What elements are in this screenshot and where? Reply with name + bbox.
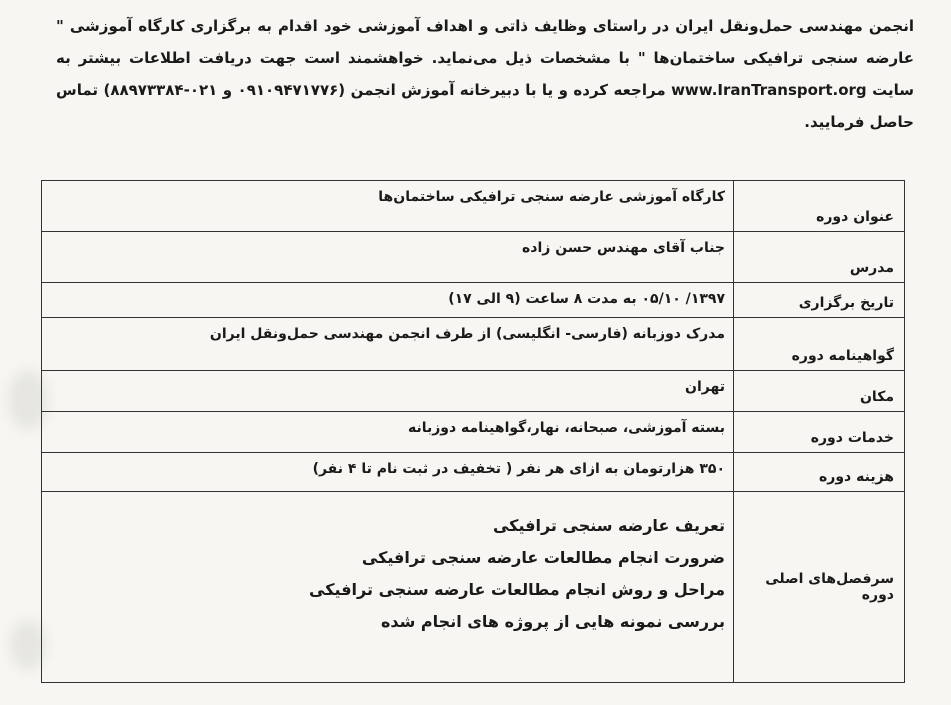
table-row (42, 453, 905, 492)
table-row (42, 318, 905, 371)
table-row (42, 371, 905, 412)
intro-text: انجمن مهندسی حمل‌ونقل ایران در راستای وظایف ذاتی و اهداف آموزشی خود اقدام به برگزاری کارگاه آموزشی " عارضه سنجی ترافیکی ساختمان‌ها " با مشخصات ذیل می‌نماید. خواهشمند است جهت دریافت اطلاعات بیشتر به سایت www.IranTransport.org مراجعه کرده و یا با دبیرخانه آموزش انجمن (۰۹۱۰۹۴۷۱۷۷۶ و ۰۲۱-۸۸۹۷۳۳۸۴) تماس حاصل فرمایید. (56, 17, 914, 131)
row-label: مکان (734, 371, 905, 412)
topics-label: سرفصل‌های اصلی دوره (734, 492, 905, 683)
topics-list (42, 492, 725, 638)
topics-cell (42, 492, 734, 683)
table-row (42, 283, 905, 318)
row-label: هزینه دوره (734, 453, 905, 492)
row-label: خدمات دوره (734, 412, 905, 453)
course-info-table (41, 180, 905, 683)
row-value: کارگاه آموزشی عارضه سنجی ترافیکی ساختمان‌ها (42, 181, 734, 232)
row-value: ۱۳۹۷/ ۰۵/۱۰ به مدت ۸ ساعت (۹ الی ۱۷) (42, 283, 734, 318)
topic-item: تعریف عارضه سنجی ترافیکی (492, 516, 725, 535)
intro-paragraph (56, 10, 914, 138)
row-value: ۳۵۰ هزارتومان به ازای هر نفر ( تخفیف در ثبت نام تا ۴ نفر) (42, 453, 734, 492)
topic-item: مراحل و روش انجام مطالعات عارضه سنجی ترافیکی (309, 580, 725, 599)
table-row (42, 412, 905, 453)
row-label: تاریخ برگزاری (734, 283, 905, 318)
row-value: بسته آموزشی، صبحانه، نهار،گواهینامه دوزبانه (42, 412, 734, 453)
topic-item: بررسی نمونه هایی از پروژه های انجام شده (380, 612, 725, 631)
row-label: عنوان دوره (734, 181, 905, 232)
table-row (42, 181, 905, 232)
row-value: جناب آقای مهندس حسن زاده (42, 232, 734, 283)
row-label: مدرس (734, 232, 905, 283)
table-row (42, 232, 905, 283)
row-label: گواهینامه دوره (734, 318, 905, 371)
topic-item: ضرورت انجام مطالعات عارضه سنجی ترافیکی (361, 548, 725, 567)
row-value: تهران (42, 371, 734, 412)
row-value: مدرک دوزبانه (فارسی- انگلیسی) از طرف انجمن مهندسی حمل‌ونقل ایران (42, 318, 734, 371)
table-row-topics (42, 492, 905, 683)
